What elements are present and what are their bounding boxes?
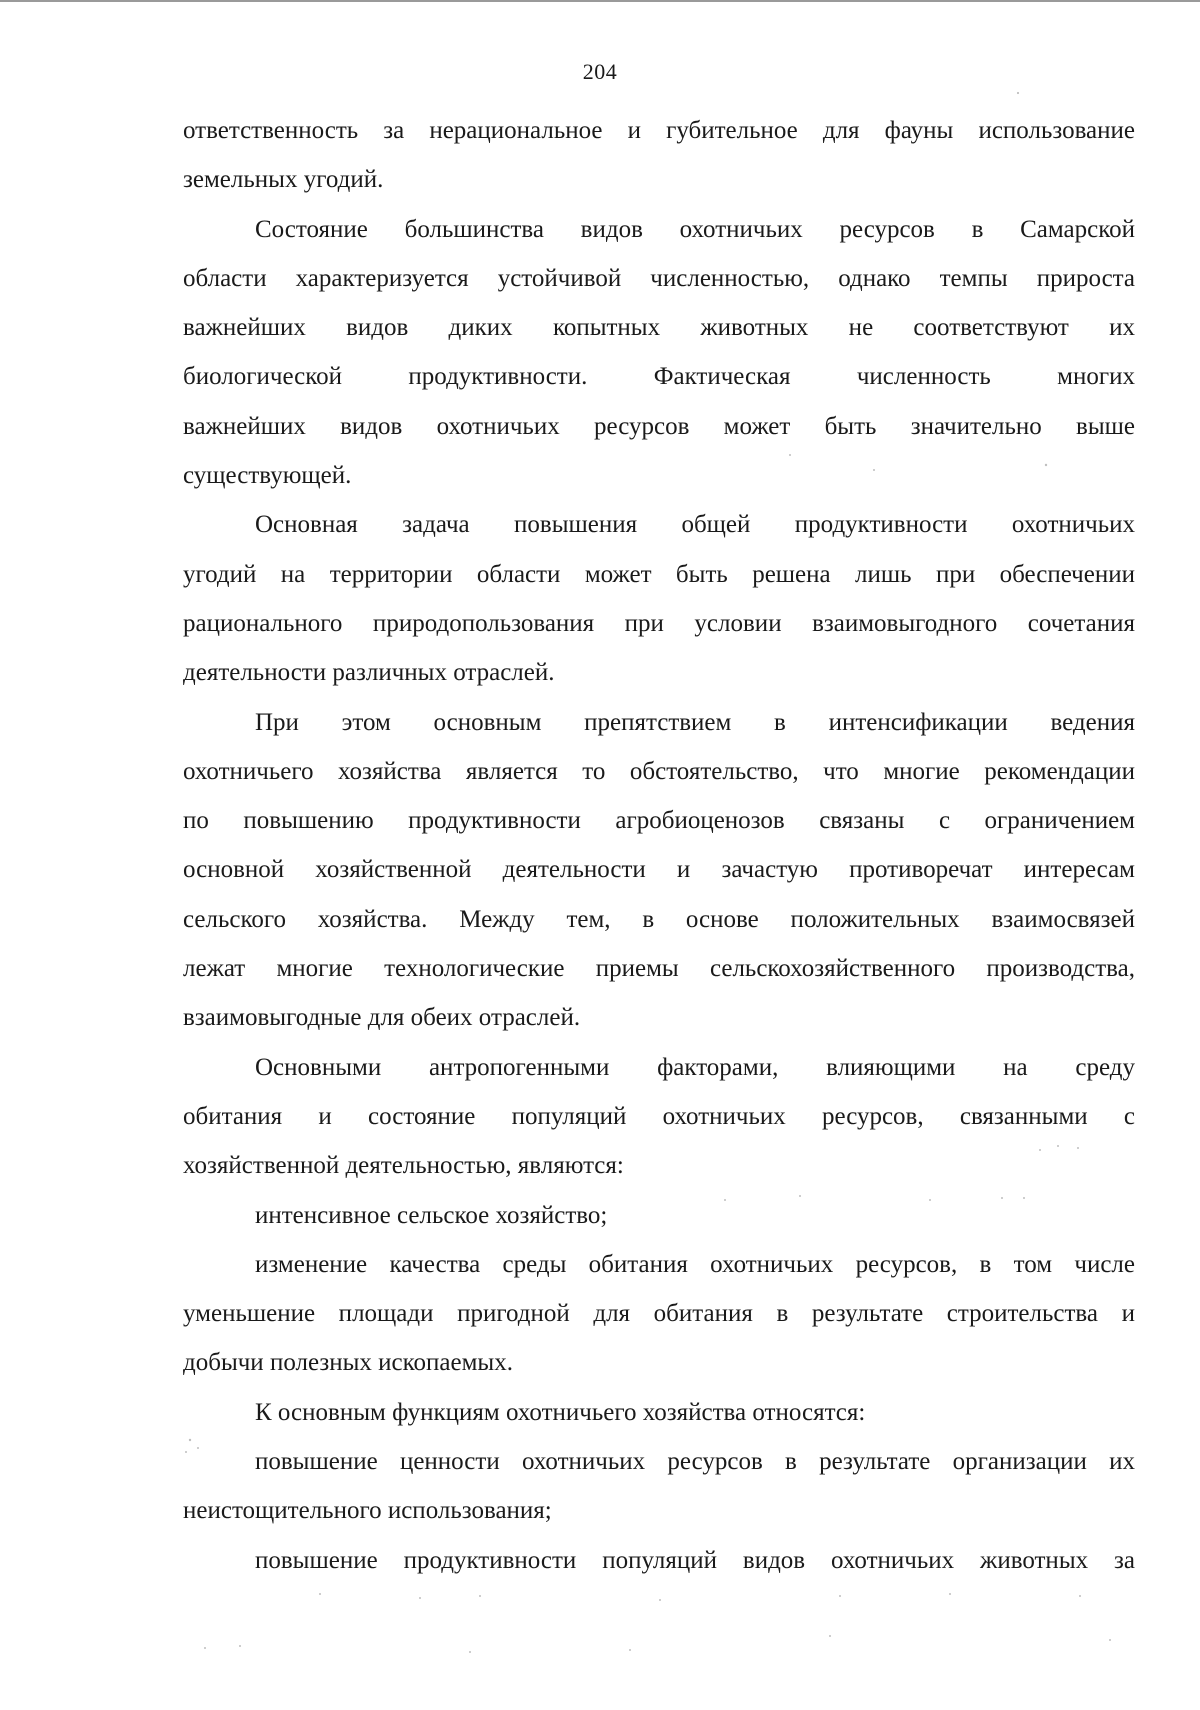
text-line: лежат многие технологические приемы сельскохозяйственного производства, <box>183 955 1135 983</box>
document-body <box>183 106 1135 1585</box>
text-line: добычи полезных ископаемых. <box>183 1349 513 1377</box>
text-line: биологической продуктивности. Фактическая численность многих <box>183 363 1135 391</box>
text-line: повышение продуктивности популяций видов охотничьих животных за <box>255 1546 1135 1574</box>
page-number: 204 <box>582 59 618 84</box>
text-line: Состояние большинства видов охотничьих ресурсов в Самарской <box>255 215 1135 243</box>
text-line: ответственность за нерациональное и губительное для фауны использование <box>183 117 1135 144</box>
scan-top-edge <box>0 0 1200 2</box>
text-line: земельных угодий. <box>183 166 384 194</box>
text-line: При этом основным препятствием в интенсификации ведения <box>255 708 1135 736</box>
text-line: важнейших видов диких копытных животных не соответствуют их <box>183 314 1135 342</box>
text-line: области характеризуется устойчивой численностью, однако темпы прироста <box>183 264 1135 292</box>
text-line: уменьшение площади пригодной для обитания в результате строительства и <box>183 1300 1135 1328</box>
text-line: изменение качества среды обитания охотничьих ресурсов, в том числе <box>255 1250 1135 1278</box>
text-line: Основными антропогенными факторами, влияющими на среду <box>255 1053 1135 1081</box>
text-line: хозяйственной деятельностью, являются: <box>183 1152 624 1180</box>
text-line: Основная задача повышения общей продуктивности охотничьих <box>255 511 1135 539</box>
text-line: угодий на территории области может быть решена лишь при обеспечении <box>183 560 1135 588</box>
text-line: существующей. <box>183 462 352 490</box>
text-line: по повышению продуктивности агробиоценозов связаны с ограничением <box>183 807 1135 835</box>
text-line: взаимовыгодные для обеих отраслей. <box>183 1004 581 1032</box>
text-line: повышение ценности охотничьих ресурсов в результате организации их <box>255 1448 1135 1476</box>
text-line: неистощительного использования; <box>183 1497 552 1525</box>
text-line: деятельности различных отраслей. <box>183 659 555 687</box>
text-line: основной хозяйственной деятельности и зачастую противоречат интересам <box>183 856 1135 884</box>
text-line: важнейших видов охотничьих ресурсов может быть значительно выше <box>183 412 1135 440</box>
text-line: К основным функциям охотничьего хозяйства относятся: <box>255 1398 866 1426</box>
text-line: рационального природопользования при условии взаимовыгодного сочетания <box>183 609 1135 637</box>
text-line: сельского хозяйства. Между тем, в основе положительных взаимосвязей <box>183 905 1135 933</box>
text-line: интенсивное сельское хозяйство; <box>255 1201 608 1229</box>
text-line: охотничьего хозяйства является то обстоятельство, что многие рекомендации <box>183 757 1135 785</box>
text-line: обитания и состояние популяций охотничьих ресурсов, связанными с <box>183 1102 1135 1130</box>
